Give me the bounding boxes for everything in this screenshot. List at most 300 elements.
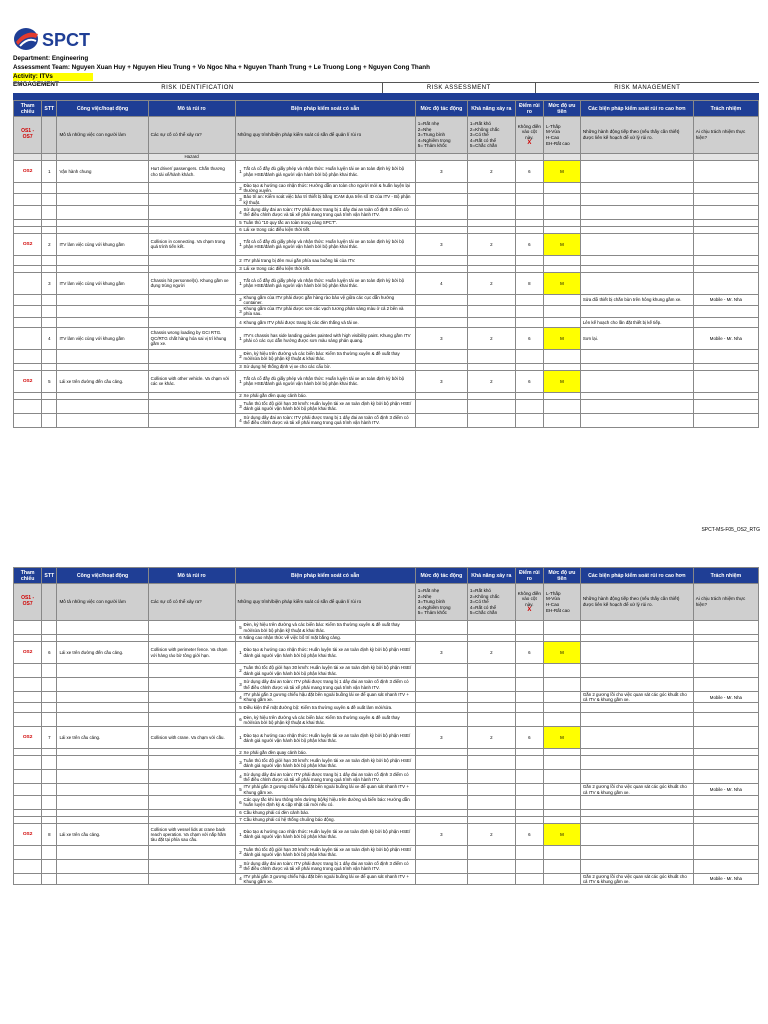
stt-cell	[42, 749, 57, 756]
control-cell	[235, 784, 415, 795]
likelihood-cell	[467, 363, 515, 370]
control-number: 3	[239, 364, 242, 370]
stt-cell	[42, 219, 57, 226]
extra-control-cell: Gắn 2 gương lồi cho việc quan sát các góc khuất cho cả ITV & khung gầm xe.	[580, 784, 693, 795]
table-row	[14, 756, 759, 770]
activity-cell	[57, 317, 148, 327]
col-extra-controls-header: Các biện pháp kiểm soát rủi ro cao hơn	[580, 101, 693, 117]
control-text: Tuân thủ "10 quy tắc an toàn trong cảng SPCT".	[243, 220, 338, 226]
priority-cell	[543, 635, 580, 642]
control-cell	[235, 756, 415, 770]
priority-cell	[543, 219, 580, 226]
score-cell	[515, 713, 543, 727]
control-cell	[235, 183, 415, 194]
extra-control-cell: Gắn 2 gương lồi cho việc quan sát các góc khuất cho cả ITV & khung gầm xe.	[580, 692, 693, 703]
control-text: ITV's chassis has side landing guides painted with high visibility paint. Khung gầm ITV phải có các cục dẫn hướng được sơn màu sáng phản quang.	[243, 332, 411, 344]
severity-cell	[415, 392, 467, 399]
control-cell	[235, 294, 415, 305]
table-row	[14, 845, 759, 859]
extra-control-cell	[580, 233, 693, 255]
severity-cell	[415, 219, 467, 226]
guide-priority: L-Thấp M-Vừa H-Cao EH-Rất cao	[543, 584, 580, 621]
priority-cell	[543, 816, 580, 823]
likelihood-cell	[467, 749, 515, 756]
control-cell	[235, 749, 415, 756]
risk-cell	[148, 809, 235, 816]
control-number: 5	[239, 787, 242, 792]
activity-cell	[57, 621, 148, 635]
table-row	[14, 363, 759, 370]
score-cell	[515, 703, 543, 713]
control-text: Đào tạo & hướng cao nhận thức: Huấn luyện tài xe an toàn định kỳ bởi bộ phận HSE/đánh giá người vận hành bởi bộ phận khai thác.	[243, 829, 411, 840]
likelihood-cell	[467, 194, 515, 205]
stt-cell	[42, 756, 57, 770]
table-row	[14, 255, 759, 265]
severity-cell: 3	[415, 727, 467, 749]
table-row	[14, 727, 759, 749]
risk-identification-header: RISK IDENTIFICATION	[161, 85, 234, 91]
severity-cell	[415, 317, 467, 327]
control-number: 2	[239, 749, 242, 755]
owner-cell	[693, 795, 758, 809]
owner-cell	[693, 816, 758, 823]
priority-cell	[543, 873, 580, 884]
activity-cell	[57, 413, 148, 427]
score-cell: 6	[515, 823, 543, 845]
control-text: Sử dụng dây đai an toàn: ITV phải được trang bị 1 dây đai an toàn cố định 3 điểm có thể điều chỉnh được và tái xế phải mang trong quá trình vận hành ITV.	[243, 861, 409, 872]
control-text: Các quy tắc khi lưu thông trên đường bộ/ký hiệu trên đường và biển báo: Hướng dẫn huấn luyện định kỳ & cập nhật cái mới nếu có.	[243, 797, 410, 808]
control-cell	[235, 816, 415, 823]
control-text: Khung gầm ITV phải được trang bị các đèn thắng và tải xe.	[243, 319, 359, 325]
stt-cell	[42, 664, 57, 678]
control-number: 3	[239, 863, 242, 869]
risk-cell	[148, 816, 235, 823]
risk-table-page-1	[13, 100, 759, 428]
owner-cell	[693, 219, 758, 226]
priority-cell: M	[543, 642, 580, 664]
stt-cell	[42, 392, 57, 399]
priority-cell	[543, 770, 580, 784]
table-row	[14, 749, 759, 756]
ref-cell	[14, 770, 42, 784]
guide-risk: Các sự cố có thể xảy ra?	[148, 117, 235, 154]
likelihood-cell	[467, 399, 515, 413]
stt-cell	[42, 399, 57, 413]
severity-cell	[415, 635, 467, 642]
stt-cell	[42, 816, 57, 823]
stt-cell	[42, 795, 57, 809]
ref-cell	[14, 255, 42, 265]
severity-cell: 3	[415, 327, 467, 349]
score-cell	[515, 194, 543, 205]
extra-control-cell	[580, 713, 693, 727]
control-text: Đào tạo & hướng cao nhận thức: Huấn luyện tài xe an toàn định kỳ bởi bộ phận HSE/đánh giá người vận hành bởi bộ phận khai thác.	[243, 647, 411, 658]
severity-cell	[415, 194, 467, 205]
control-number: 2	[239, 393, 242, 399]
guide-severity: 1=Rất nhẹ 2=Nhẹ 3=Trung bình 4=Nghiêm trọng 5= Thảm khốc	[415, 117, 467, 154]
activity-cell: Lái xe trên cầu cảng.	[57, 823, 148, 845]
likelihood-cell	[467, 664, 515, 678]
priority-cell	[543, 859, 580, 873]
risk-cell	[148, 770, 235, 784]
likelihood-cell	[467, 226, 515, 233]
col-controls-header: Biện pháp kiểm soát có sẵn	[235, 101, 415, 117]
stt-cell: 4	[42, 327, 57, 349]
ref-cell	[14, 219, 42, 226]
risk-cell	[148, 703, 235, 713]
priority-cell	[543, 809, 580, 816]
control-number: 1	[239, 168, 242, 174]
ref-cell	[14, 845, 42, 859]
activity-cell: ITV làm việc cùng với khung gầm	[57, 233, 148, 255]
owner-cell	[693, 770, 758, 784]
risk-cell	[148, 621, 235, 635]
activity-cell	[57, 255, 148, 265]
score-cell	[515, 265, 543, 272]
control-cell	[235, 317, 415, 327]
likelihood-cell	[467, 392, 515, 399]
stt-cell	[42, 363, 57, 370]
likelihood-cell	[467, 635, 515, 642]
severity-cell	[415, 816, 467, 823]
col-severity-header: Mức độ tác động	[415, 101, 467, 117]
table-row	[14, 664, 759, 678]
ref-cell	[14, 317, 42, 327]
risk-cell	[148, 413, 235, 427]
priority-cell	[543, 845, 580, 859]
score-cell: 6	[515, 161, 543, 183]
extra-control-cell	[580, 255, 693, 265]
control-text: Tất cả cổ đầy đủ giấy phép và nhận thức: Huấn luyện tài xe an toàn định kỳ bởi bộ phận HSE/đánh giá người vận hành bởi bộ phận khai thác.	[243, 166, 405, 177]
table-row	[14, 713, 759, 727]
owner-cell	[693, 363, 758, 370]
extra-control-cell	[580, 845, 693, 859]
ref-cell	[14, 664, 42, 678]
extra-control-cell	[580, 749, 693, 756]
priority-cell	[543, 756, 580, 770]
likelihood-cell: 2	[467, 642, 515, 664]
risk-cell	[148, 363, 235, 370]
control-text: Đào tạo & hướng cao nhận thức: Hướng dẫn an toàn cho người mới & huấn luyện lại thường xuyên.	[243, 183, 410, 194]
table-row	[14, 859, 759, 873]
control-text: ITV phải gắn 3 gương chiếu hậu đặt bên ngoài buồng lái xe để quan sát nhanh ITV + Khung gầm xe.	[243, 692, 409, 703]
score-cell	[515, 621, 543, 635]
extra-control-cell	[580, 642, 693, 664]
risk-cell	[148, 205, 235, 219]
severity-cell	[415, 621, 467, 635]
guide-ref: OS1 - OS7	[14, 117, 42, 154]
activity-cell	[57, 859, 148, 873]
control-text: Điều kiện thể mặt đường bộ: Kiểm tra thường xuyên & đề xuất làm mới/sửa.	[243, 705, 393, 711]
owner-cell	[693, 859, 758, 873]
score-cell	[515, 392, 543, 399]
guide-risk: Các sự cố có thể xảy ra?	[148, 584, 235, 621]
activity-cell: Lái xe trên đường đến cầu cảng.	[57, 370, 148, 392]
control-cell	[235, 194, 415, 205]
score-cell	[515, 770, 543, 784]
control-text: Đèn, ký hiệu trên đường và các biển báo: Kiểm tra thường xuyên & đề xuất thay mới/sửa bởi bộ phận kỹ thuật & khai thác.	[243, 622, 400, 633]
activity-cell	[57, 845, 148, 859]
control-number: 3	[239, 403, 242, 409]
score-cell	[515, 363, 543, 370]
risk-cell	[148, 265, 235, 272]
activity-cell	[57, 399, 148, 413]
ref-cell	[14, 294, 42, 305]
department-line: Department: Engineering	[13, 55, 89, 62]
score-cell: 6	[515, 727, 543, 749]
extra-control-cell	[580, 349, 693, 363]
ref-cell	[14, 809, 42, 816]
risk-cell	[148, 749, 235, 756]
severity-cell	[415, 692, 467, 703]
ref-cell	[14, 265, 42, 272]
priority-cell	[543, 183, 580, 194]
control-text: Khung gầm của ITV phải được gắn hàng rào bảo vệ giữa các cục dẫn hướng container.	[243, 294, 395, 306]
ref-cell	[14, 205, 42, 219]
control-number: 5	[239, 624, 242, 630]
score-cell	[515, 678, 543, 692]
ref-cell	[14, 859, 42, 873]
activity-cell	[57, 809, 148, 816]
risk-cell	[148, 713, 235, 727]
extra-control-cell	[580, 859, 693, 873]
ref-cell	[14, 678, 42, 692]
ref-cell: OS2	[14, 642, 42, 664]
priority-cell: M	[543, 233, 580, 255]
control-cell	[235, 845, 415, 859]
extra-control-cell: Lên kế hoạch cho lần đặt thiết bị kế tiếp.	[580, 317, 693, 327]
severity-cell	[415, 265, 467, 272]
table-row	[14, 183, 759, 194]
extra-control-cell	[580, 664, 693, 678]
stt-cell	[42, 678, 57, 692]
control-number: 2	[239, 185, 242, 191]
stt-cell	[42, 635, 57, 642]
risk-cell	[148, 255, 235, 265]
likelihood-cell	[467, 845, 515, 859]
stt-cell: 8	[42, 823, 57, 845]
spct-logo	[12, 25, 102, 53]
severity-cell	[415, 678, 467, 692]
table-row	[14, 621, 759, 635]
control-text: Sử dụng dây đai an toàn: ITV phải được trang bị 1 dây đai an toàn cố định 3 điểm có thể điều chỉnh được và tái xế phải mang trong quá trình vận hành ITV.	[243, 771, 409, 782]
extra-control-cell	[580, 370, 693, 392]
owner-cell: Mobile - Mr. Nha	[693, 294, 758, 305]
risk-cell: Chassis wrong loading by GCI RTG. QC/RTG chất hàng hóa sai vị trí khung gầm xe.	[148, 327, 235, 349]
likelihood-cell: 2	[467, 370, 515, 392]
extra-control-cell: Sơn lại.	[580, 327, 693, 349]
control-text: Tuân thủ tốc độ giới hạn 30 km/h: Huấn luyện tài xe an toàn định kỳ bởi bộ phận HSE/đánh giá người vận hành bởi bộ phận khai thác.	[243, 757, 412, 768]
severity-cell	[415, 809, 467, 816]
owner-cell	[693, 255, 758, 265]
extra-control-cell	[580, 703, 693, 713]
col-ref-header: Tham chiếu	[14, 568, 42, 584]
table-row	[14, 809, 759, 816]
control-number: 3	[239, 760, 242, 766]
likelihood-cell	[467, 816, 515, 823]
table-row	[14, 678, 759, 692]
col-priority-header: Mức độ ưu tiên	[543, 101, 580, 117]
ref-cell: OS2	[14, 233, 42, 255]
score-cell: 6	[515, 642, 543, 664]
activity-cell: ITV làm việc cùng với khung gầm	[57, 327, 148, 349]
risk-cell	[148, 784, 235, 795]
guide-extra-controls: Những hành động tiếp theo (nếu thấy cần thiết) được liên kế hoạch để xử lý rủi ro.	[580, 117, 693, 154]
guide-activity: Mô tả những việc con người làm	[57, 584, 148, 621]
table-row	[14, 703, 759, 713]
column-header-row	[14, 568, 759, 584]
col-priority-header: Mức độ ưu tiên	[543, 568, 580, 584]
control-cell	[235, 664, 415, 678]
risk-cell: Collision with other vehicle. Va chạm với các xe khác.	[148, 370, 235, 392]
footer-document-code: SPCT-MS-F05_OS2_RTG	[701, 527, 760, 533]
risk-cell	[148, 635, 235, 642]
priority-cell	[543, 363, 580, 370]
control-cell	[235, 727, 415, 749]
ref-cell	[14, 194, 42, 205]
owner-cell	[693, 664, 758, 678]
control-number: 2	[239, 849, 242, 855]
severity-cell: 4	[415, 272, 467, 294]
ref-cell	[14, 713, 42, 727]
activity-cell	[57, 226, 148, 233]
table-row	[14, 265, 759, 272]
extra-control-cell	[580, 265, 693, 272]
extra-control-cell	[580, 272, 693, 294]
ref-cell	[14, 816, 42, 823]
control-number: 1	[239, 378, 242, 384]
activity-cell	[57, 635, 148, 642]
activity-cell	[57, 194, 148, 205]
table-row	[14, 873, 759, 884]
stt-cell	[42, 692, 57, 703]
owner-cell	[693, 703, 758, 713]
priority-cell	[543, 678, 580, 692]
activity-cell	[57, 205, 148, 219]
score-cell	[515, 845, 543, 859]
control-text: Tất cả cổ đầy đủ giấy phép và nhận thức: Huấn luyện tài xe an toàn định kỳ bởi bộ phận HSE/đánh giá người vận hành bởi bộ phận khai thác.	[243, 239, 405, 250]
ref-cell	[14, 784, 42, 795]
likelihood-cell	[467, 795, 515, 809]
likelihood-cell	[467, 255, 515, 265]
control-number: 4	[239, 694, 242, 700]
risk-cell	[148, 692, 235, 703]
guide-score-mark: X	[527, 139, 532, 146]
ref-cell	[14, 327, 42, 349]
owner-cell	[693, 161, 758, 183]
owner-cell	[693, 678, 758, 692]
control-cell	[235, 161, 415, 183]
control-text: Cầu khung phải có đèn cảnh báo.	[243, 810, 310, 816]
owner-cell	[693, 809, 758, 816]
control-number: 6	[239, 227, 242, 233]
guide-score-text: Không điền vào cột này.	[517, 590, 541, 607]
score-cell	[515, 317, 543, 327]
risk-cell	[148, 349, 235, 363]
logo-text: SPCT	[42, 30, 91, 50]
ref-cell	[14, 272, 42, 294]
owner-cell	[693, 845, 758, 859]
score-cell	[515, 205, 543, 219]
severity-cell	[415, 205, 467, 219]
control-cell	[235, 809, 415, 816]
table-row	[14, 823, 759, 845]
risk-cell	[148, 392, 235, 399]
owner-cell	[693, 226, 758, 233]
stt-cell	[42, 226, 57, 233]
severity-cell	[415, 664, 467, 678]
owner-cell	[693, 642, 758, 664]
activity-cell	[57, 784, 148, 795]
table-row	[14, 692, 759, 703]
ref-cell: OS2	[14, 370, 42, 392]
severity-cell	[415, 294, 467, 305]
owner-cell	[693, 233, 758, 255]
guidance-row	[14, 117, 759, 154]
likelihood-cell: 2	[467, 327, 515, 349]
extra-control-cell	[580, 756, 693, 770]
priority-cell	[543, 692, 580, 703]
severity-cell	[415, 795, 467, 809]
severity-cell: 3	[415, 233, 467, 255]
control-cell	[235, 205, 415, 219]
column-header-row	[14, 101, 759, 117]
control-cell	[235, 392, 415, 399]
extra-control-cell: Sửa đổi thiết bị chắn bùn trên hông khung gầm xe.	[580, 294, 693, 305]
stt-cell	[42, 859, 57, 873]
extra-control-cell	[580, 306, 693, 317]
stt-cell	[42, 413, 57, 427]
extra-control-cell	[580, 635, 693, 642]
severity-cell: 3	[415, 370, 467, 392]
severity-cell: 3	[415, 823, 467, 845]
control-number: 1	[239, 335, 242, 341]
score-cell	[515, 635, 543, 642]
priority-cell: M	[543, 370, 580, 392]
risk-cell	[148, 678, 235, 692]
stt-cell	[42, 873, 57, 884]
severity-cell	[415, 306, 467, 317]
control-cell	[235, 692, 415, 703]
severity-cell: 3	[415, 161, 467, 183]
control-cell	[235, 226, 415, 233]
risk-cell	[148, 859, 235, 873]
ref-cell	[14, 703, 42, 713]
ref-cell	[14, 413, 42, 427]
guidance-row	[14, 584, 759, 621]
control-text: ITV phải trang bị đèn mui gắn phía sau buồng lái của ITV.	[243, 257, 356, 263]
stt-cell: 1	[42, 161, 57, 183]
control-number: 5	[239, 705, 242, 711]
activity-cell	[57, 664, 148, 678]
table-row	[14, 272, 759, 294]
score-cell	[515, 413, 543, 427]
stt-cell: 7	[42, 727, 57, 749]
table-row	[14, 294, 759, 305]
col-activity-header: Công việc/hoạt động	[57, 101, 148, 117]
activity-cell	[57, 678, 148, 692]
control-text: Xe phải gắn đèn quay cảnh báo.	[243, 393, 307, 399]
guide-owner: Ai chịu trách nhiệm thực hiện?	[693, 584, 758, 621]
control-cell	[235, 255, 415, 265]
control-cell	[235, 635, 415, 642]
likelihood-cell	[467, 678, 515, 692]
score-cell	[515, 399, 543, 413]
risk-cell: Collision with perimeter fence. Va chạm với hàng rào bờ tông giới hạn.	[148, 642, 235, 664]
likelihood-cell	[467, 183, 515, 194]
control-text: Sử dụng dây đai an toàn: ITV phải được trang bị 1 dây đai an toàn cố định 3 điểm có thể điều chỉnh được và tái xế phải mang trong quá trình vận hành ITV.	[243, 414, 409, 426]
score-cell	[515, 784, 543, 795]
